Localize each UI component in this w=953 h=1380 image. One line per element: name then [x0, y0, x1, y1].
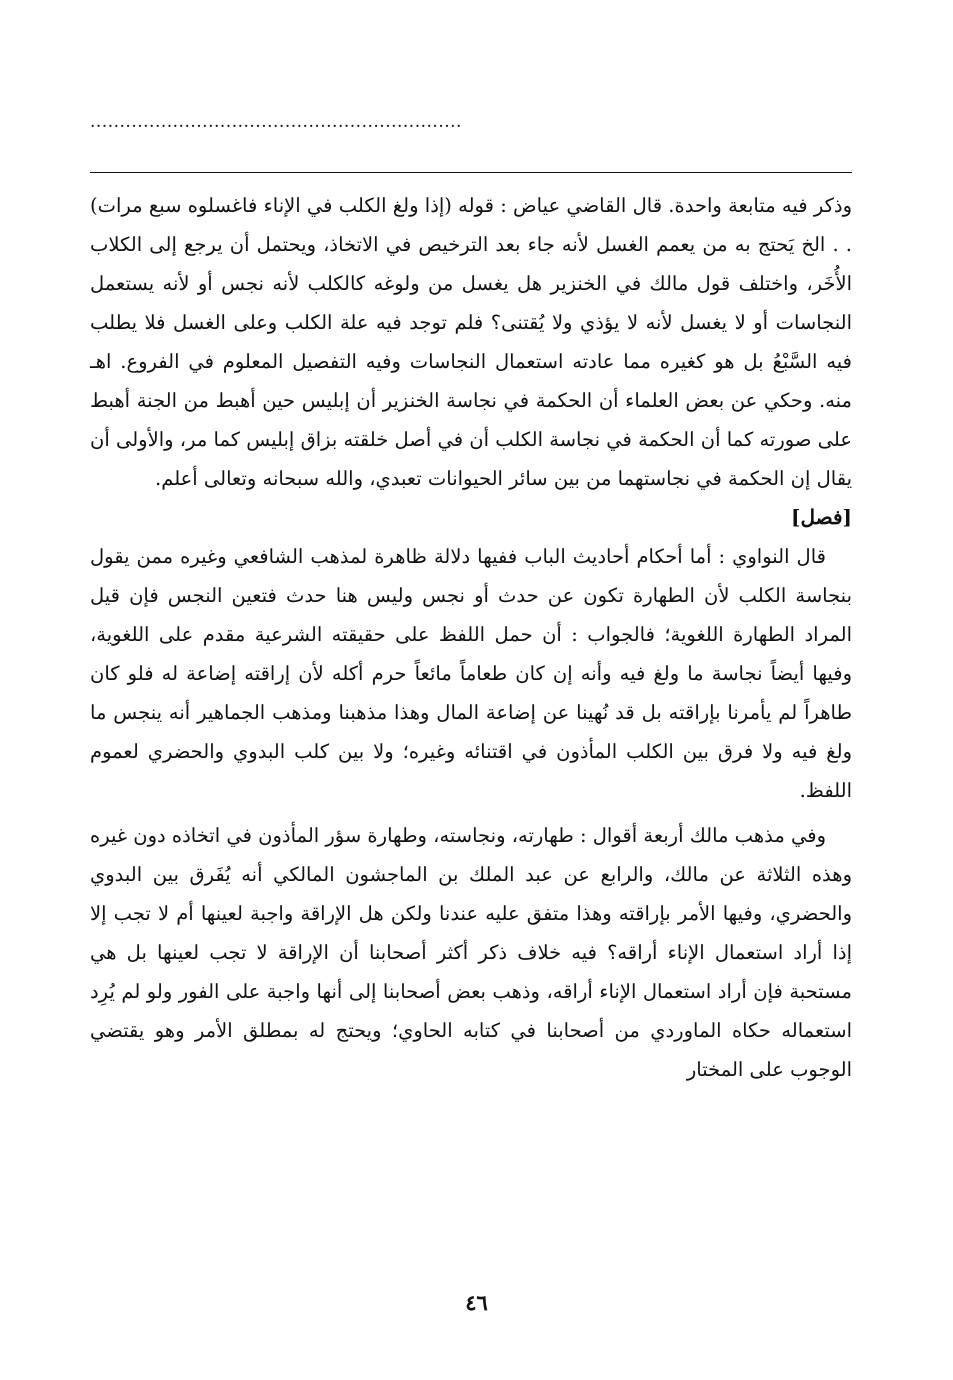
commentary-paragraph: وذكر فيه متابعة واحدة. قال القاضي عياض : قوله (إذا ولغ الكلب في الإناء فاغسلوه سبع مرات) . . الخ يَحتج به من يعمم الغسل لأنه جاء بعد الترخيص في الاتخاذ، ويحتمل أن يرجع إلى الكلاب الأُخَر، واختلف قول مالك في الخنزير هل يغسل من ولوغه كالكلب لأنه نجس أو لأنه يستعمل النجاسات أو لا يغسل لأنه لا يؤذي ولا يُقتنى؟ فلم توجد فيه علة الكلب وعلى الغسل فلا يطلب فيه السَّبْعُ بل هو كغيره مما عادته استعمال النجاسات وفيه التفصيل المعلوم في الفروع. اهـ منه. وحكي عن بعض العلماء أن الحكمة في نجاسة الخنزير أن إبليس حين أهبط من الجنة أهبط على صورته كما أن الحكمة في نجاسة الكلب أن في أصل خلقته بزاق إبليس كما مر، والأولى أن يقال إن الحكمة في نجاستهما من بين سائر الحيوانات تعبدي، والله سبحانه وتعالى أعلم.: [90, 194, 852, 490]
section-heading: [فصل]: [791, 505, 852, 529]
header-dotted-line: ...............................................................: [90, 112, 462, 132]
page-body: [90, 186, 852, 1089]
header-rule: [90, 172, 852, 173]
maliki-paragraph: وفي مذهب مالك أربعة أقوال : طهارته، ونجاسته، وطهارة سؤر المأذون في اتخاذه دون غيره وهذه الثلاثة عن مالك، والرابع عن عبد الملك بن الماجشون المالكي أنه يُفَرق بين البدوي والحضري، وفيها الأمر بإراقته وهذا متفق عليه عندنا ولكن هل الإراقة واجبة لعينها أم لا تجب إلا إذا أراد استعمال الإناء أراقه؟ فيه خلاف ذكر أكثر أصحابنا أن الإراقة لا تجب لعينها بل هي مستحبة فإن أراد استعمال الإناء أراقه، وذهب بعض أصحابنا إلى أنها واجبة على الفور ولو لم يُرِد استعماله حكاه الماوردي من أصحابنا في كتابه الحاوي؛ ويحتج له بمطلق الأمر وهو يقتضي الوجوب على المختار: [90, 824, 852, 1081]
page-number: ٤٦: [465, 1290, 488, 1315]
nawawi-paragraph: قال النواوي : أما أحكام أحاديث الباب ففيها دلالة ظاهرة لمذهب الشافعي وغيره ممن يقول بنجاسة الكلب لأن الطهارة تكون عن حدث أو نجس وليس هنا حدث فتعين النجس فإن قيل المراد الطهارة اللغوية؛ فالجواب : أن حمل اللفظ على حقيقته الشرعية مقدم على اللغوية، وفيها أيضاً نجاسة ما ولغ فيه وأنه إن كان طعاماً مائعاً حرم أكله لأن إراقته إضاعة له فلو كان طاهراً لم يأمرنا بإراقته بل قد نُهينا عن إضاعة المال وهذا مذهبنا ومذهب الجماهير أنه ينجس ما ولغ فيه ولا فرق بين الكلب المأذون في اقتنائه وغيره؛ ولا بين كلب البدوي والحضري لعموم اللفظ.: [90, 545, 852, 802]
